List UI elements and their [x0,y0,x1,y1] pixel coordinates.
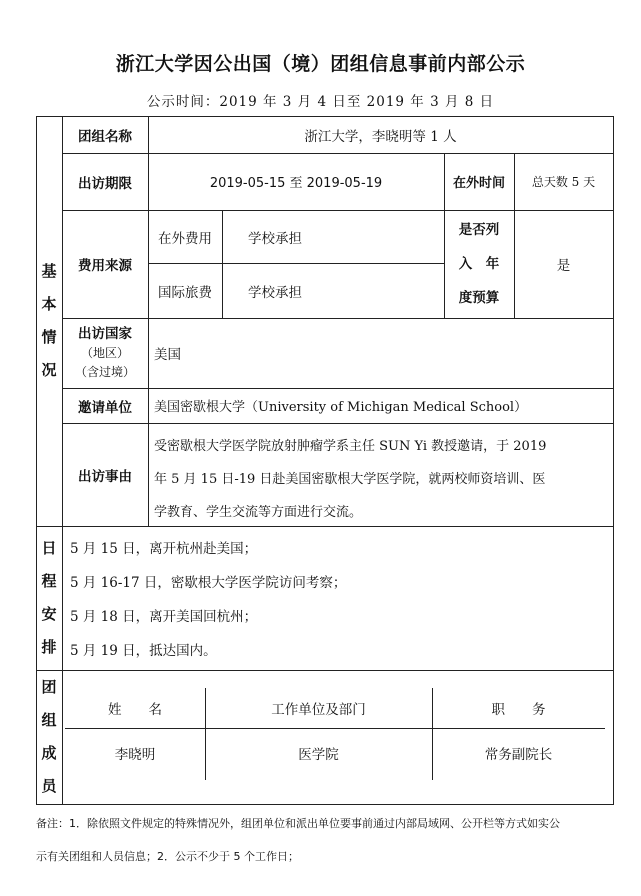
schedule-section-char: 排 [41,638,57,656]
schedule-item: 5 月 18 日，离开美国回杭州； [70,609,258,625]
page-title: 浙江大学因公出国（境）团组信息事前内部公示 [115,53,526,75]
reason-line: 年 5 月 15 日-19 日赴美国密歇根大学医学院，就两校师资培训、医 [154,472,546,487]
budget-label-line: 入 年 [458,256,500,272]
reason-line: 受密歇根大学医学院放射肿瘤学系主任 SUN Yi 教授邀请，于 2019 [154,439,547,454]
basic-section-label [36,116,62,526]
basic-section-char: 情 [41,328,57,346]
abroad-time-label: 在外时间 [452,176,505,191]
country-label-line: （含过境） [74,364,135,379]
members-header-title: 职 务 [491,702,546,718]
country-value: 美国 [154,347,181,363]
schedule-item: 5 月 19 日，抵达国内。 [70,643,217,659]
budget-label-line: 度预算 [458,290,500,306]
footnote-line: 示有关团组和人员信息；2．公示不少于 5 个工作日； [36,850,299,863]
members-section-char: 团 [41,678,57,696]
schedule-section-char: 安 [41,605,57,623]
members-header-unit: 工作单位及部门 [271,702,366,718]
funding-label: 费用来源 [78,258,132,274]
schedule-section-char: 日 [41,539,57,557]
country-label [62,318,148,388]
members-header-name: 姓 名 [108,702,162,718]
publish-period: 公示时间：2019 年 3 月 4 日至 2019 年 3 月 8 日 [146,94,495,110]
reason-text [154,430,610,529]
inviter-label: 邀请单位 [78,399,132,416]
period-label: 出访期限 [78,175,132,192]
schedule-item: 5 月 16-17 日，密歇根大学医学院访问考察； [70,575,347,591]
travel-cost-value: 学校承担 [248,284,302,301]
budget-label-line: 是否列 [458,222,500,238]
reason-label: 出访事由 [78,468,132,485]
footnote-line: 备注：1．除依照文件规定的特殊情况外，组团单位和派出单位要事前通过内部局域网、公开栏等方式如实公 [36,817,560,830]
schedule-item: 5 月 15 日，离开杭州赴美国； [70,541,258,557]
budget-label [444,210,514,318]
reason-line: 学教育、学生交流等方面进行交流。 [154,505,363,520]
basic-section-char: 本 [41,295,57,313]
inviter-value: 美国密歇根大学（University of Michigan Medical School） [154,400,528,415]
basic-section-char: 基 [41,262,57,280]
members-section-char: 成 [41,744,57,762]
basic-section-char: 况 [41,361,57,379]
members-section-label [36,670,62,804]
schedule-section-char: 程 [41,572,57,590]
abroad-cost-value: 学校承担 [248,230,302,247]
member-unit: 医学院 [298,747,339,763]
member-name: 李晓明 [114,747,156,763]
period-value: 2019-05-15 至 2019-05-19 [209,176,383,191]
members-section-char: 组 [41,711,57,729]
country-label-line: （地区） [80,345,129,360]
budget-value: 是 [556,258,571,274]
members-section-char: 员 [41,777,57,795]
travel-cost-label: 国际旅费 [158,284,212,301]
group-name-label: 团组名称 [78,128,132,145]
abroad-time-value: 总天数 5 天 [531,175,596,189]
member-title: 常务副院长 [484,747,553,763]
country-label-line: 出访国家 [78,325,132,342]
schedule-section-label [36,526,62,670]
group-name-value: 浙江大学，李晓明等 1 人 [304,128,457,145]
abroad-cost-label: 在外费用 [158,230,212,247]
